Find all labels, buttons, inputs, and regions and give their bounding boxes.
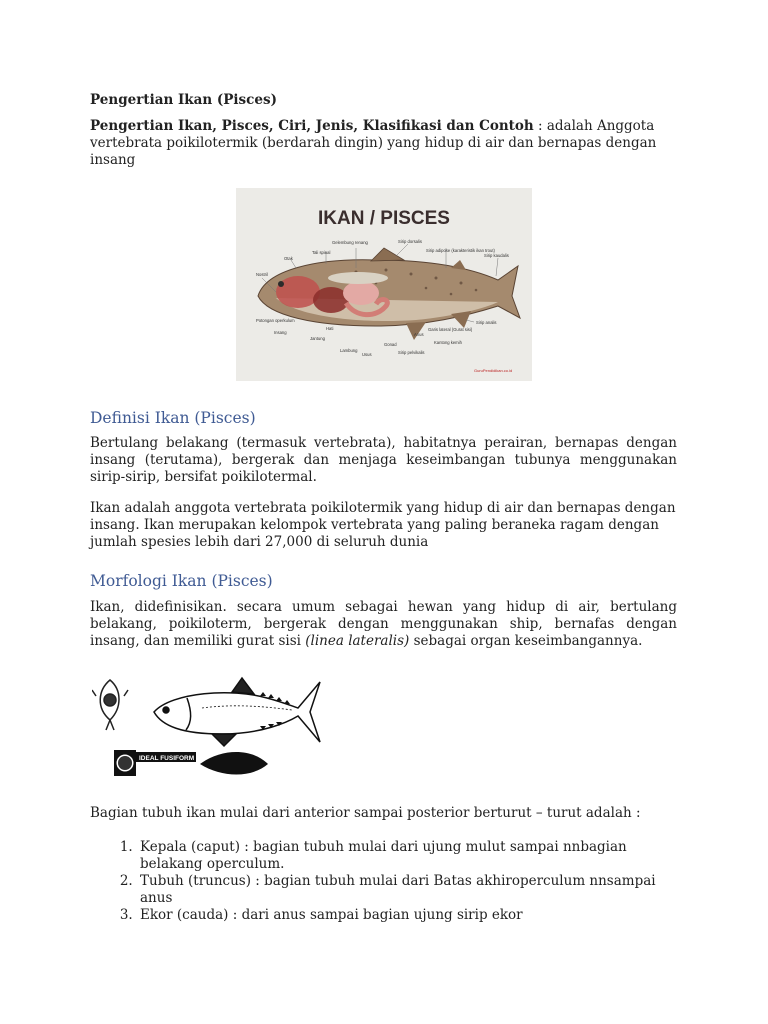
- list-item: 3. Ekor (cauda) : dari anus sampai bagian ujung sirip ekor: [137, 907, 677, 924]
- label-sirip-analis: Sirip analis: [476, 320, 497, 325]
- section-heading-morfologi: Morfologi Ikan (Pisces): [90, 572, 273, 590]
- label-tali-spinal: Tali spinal: [312, 250, 331, 255]
- label-kantong-kemih: Kantong kemih: [434, 340, 462, 345]
- label-otak: Otak: [284, 256, 293, 261]
- intro-paragraph: [90, 118, 677, 169]
- intro-bold: Pengertian Ikan, Pisces, Ciri, Jenis, Klasifikasi dan Contoh: [90, 118, 534, 134]
- label-sirip-dorsalis: Sirip dorsalis: [398, 239, 422, 244]
- bagian-tubuh-list: [90, 839, 677, 924]
- label-anus: Anus: [414, 332, 424, 337]
- label-garis-lateral: Garis lateral (Gurat sisi): [428, 327, 473, 332]
- section-heading-definisi: Definisi Ikan (Pisces): [90, 409, 256, 427]
- fish-shape-illustration: [92, 668, 324, 784]
- page-title: Pengertian Ikan (Pisces): [90, 92, 277, 108]
- label-operkulum: Potongan operkulum: [256, 318, 295, 323]
- label-gonad: Gonad: [384, 342, 397, 347]
- label-usus: Usus: [362, 352, 372, 357]
- definisi-paragraph-1: Bertulang belakang (termasuk vertebrata), habitatnya perairan, bernapas dengan insang (terutama), bergerak dan menjaga keseimbangan tubunya menggunakan sirip-sirip, bersifat poikilotermal.: [90, 435, 677, 485]
- list-item: 1. Kepala (caput) : bagian tubuh mulai dari ujung mulut sampai nnbagian belakang operculum.: [137, 839, 677, 873]
- section-morfologi: [90, 571, 677, 650]
- section-definisi: [90, 408, 677, 551]
- label-sirip-kaudalis: Sirip kaudalis: [484, 253, 509, 258]
- figure-title: IKAN / PISCES: [318, 208, 450, 229]
- morfologi-text-a: Ikan, didefinisikan. secara umum sebagai hewan yang hidup di air, bertulang belakang, poikiloterm, bergerak dengan menggunakan ship, bernafas dengan insang, dan memiliki gurat sisi: [90, 599, 677, 649]
- label-jantung: Jantung: [310, 336, 325, 341]
- label-gelembung: Gelembung renang: [332, 240, 368, 245]
- list-item: 2. Tubuh (truncus) : bagian tubuh mulai dari Batas akhiroperculum nnsampai anus: [137, 873, 677, 907]
- fish-anatomy-figure: [236, 188, 532, 381]
- fish-anatomy-illustration: [236, 188, 532, 381]
- document-body: [90, 92, 677, 169]
- figure-watermark: GuruPendidikan.co.id: [474, 368, 513, 373]
- section-bagian-tubuh: [90, 805, 677, 924]
- morfologi-paragraph-1: [90, 599, 677, 650]
- definisi-paragraph-2: Ikan adalah anggota vertebrata poikilotermik yang hidup di air dan bernapas dengan insang. Ikan merupakan kelompok vertebrata yang paling beraneka ragam dengan jumlah spesies lebih dari 27,000 di seluruh dunia: [90, 500, 676, 550]
- fish-shape-figure: [92, 668, 324, 784]
- morfologi-text-b: sebagai organ keseimbangannya.: [409, 633, 643, 649]
- label-sirip-pelvikalis: Sirip pelvikalis: [398, 350, 425, 355]
- label-sirip-adipose: Sirip adipose (karakteristik ikan trout): [426, 248, 495, 253]
- label-insang: Insang: [274, 330, 287, 335]
- ideal-fusiform-label: IDEAL FUSIFORM: [139, 755, 195, 762]
- bagian-tubuh-intro: Bagian tubuh ikan mulai dari anterior sampai posterior berturut – turut adalah :: [90, 805, 641, 821]
- morfologi-italic: (linea lateralis): [305, 633, 410, 649]
- intro-text: : adalah Anggota vertebrata poikilotermik (berdarah dingin) yang hidup di air dan bernapas dengan insang: [90, 118, 657, 168]
- label-lambung: Lambung: [340, 348, 358, 353]
- label-hati: Hati: [326, 326, 334, 331]
- label-nostril: Nostril: [256, 272, 268, 277]
